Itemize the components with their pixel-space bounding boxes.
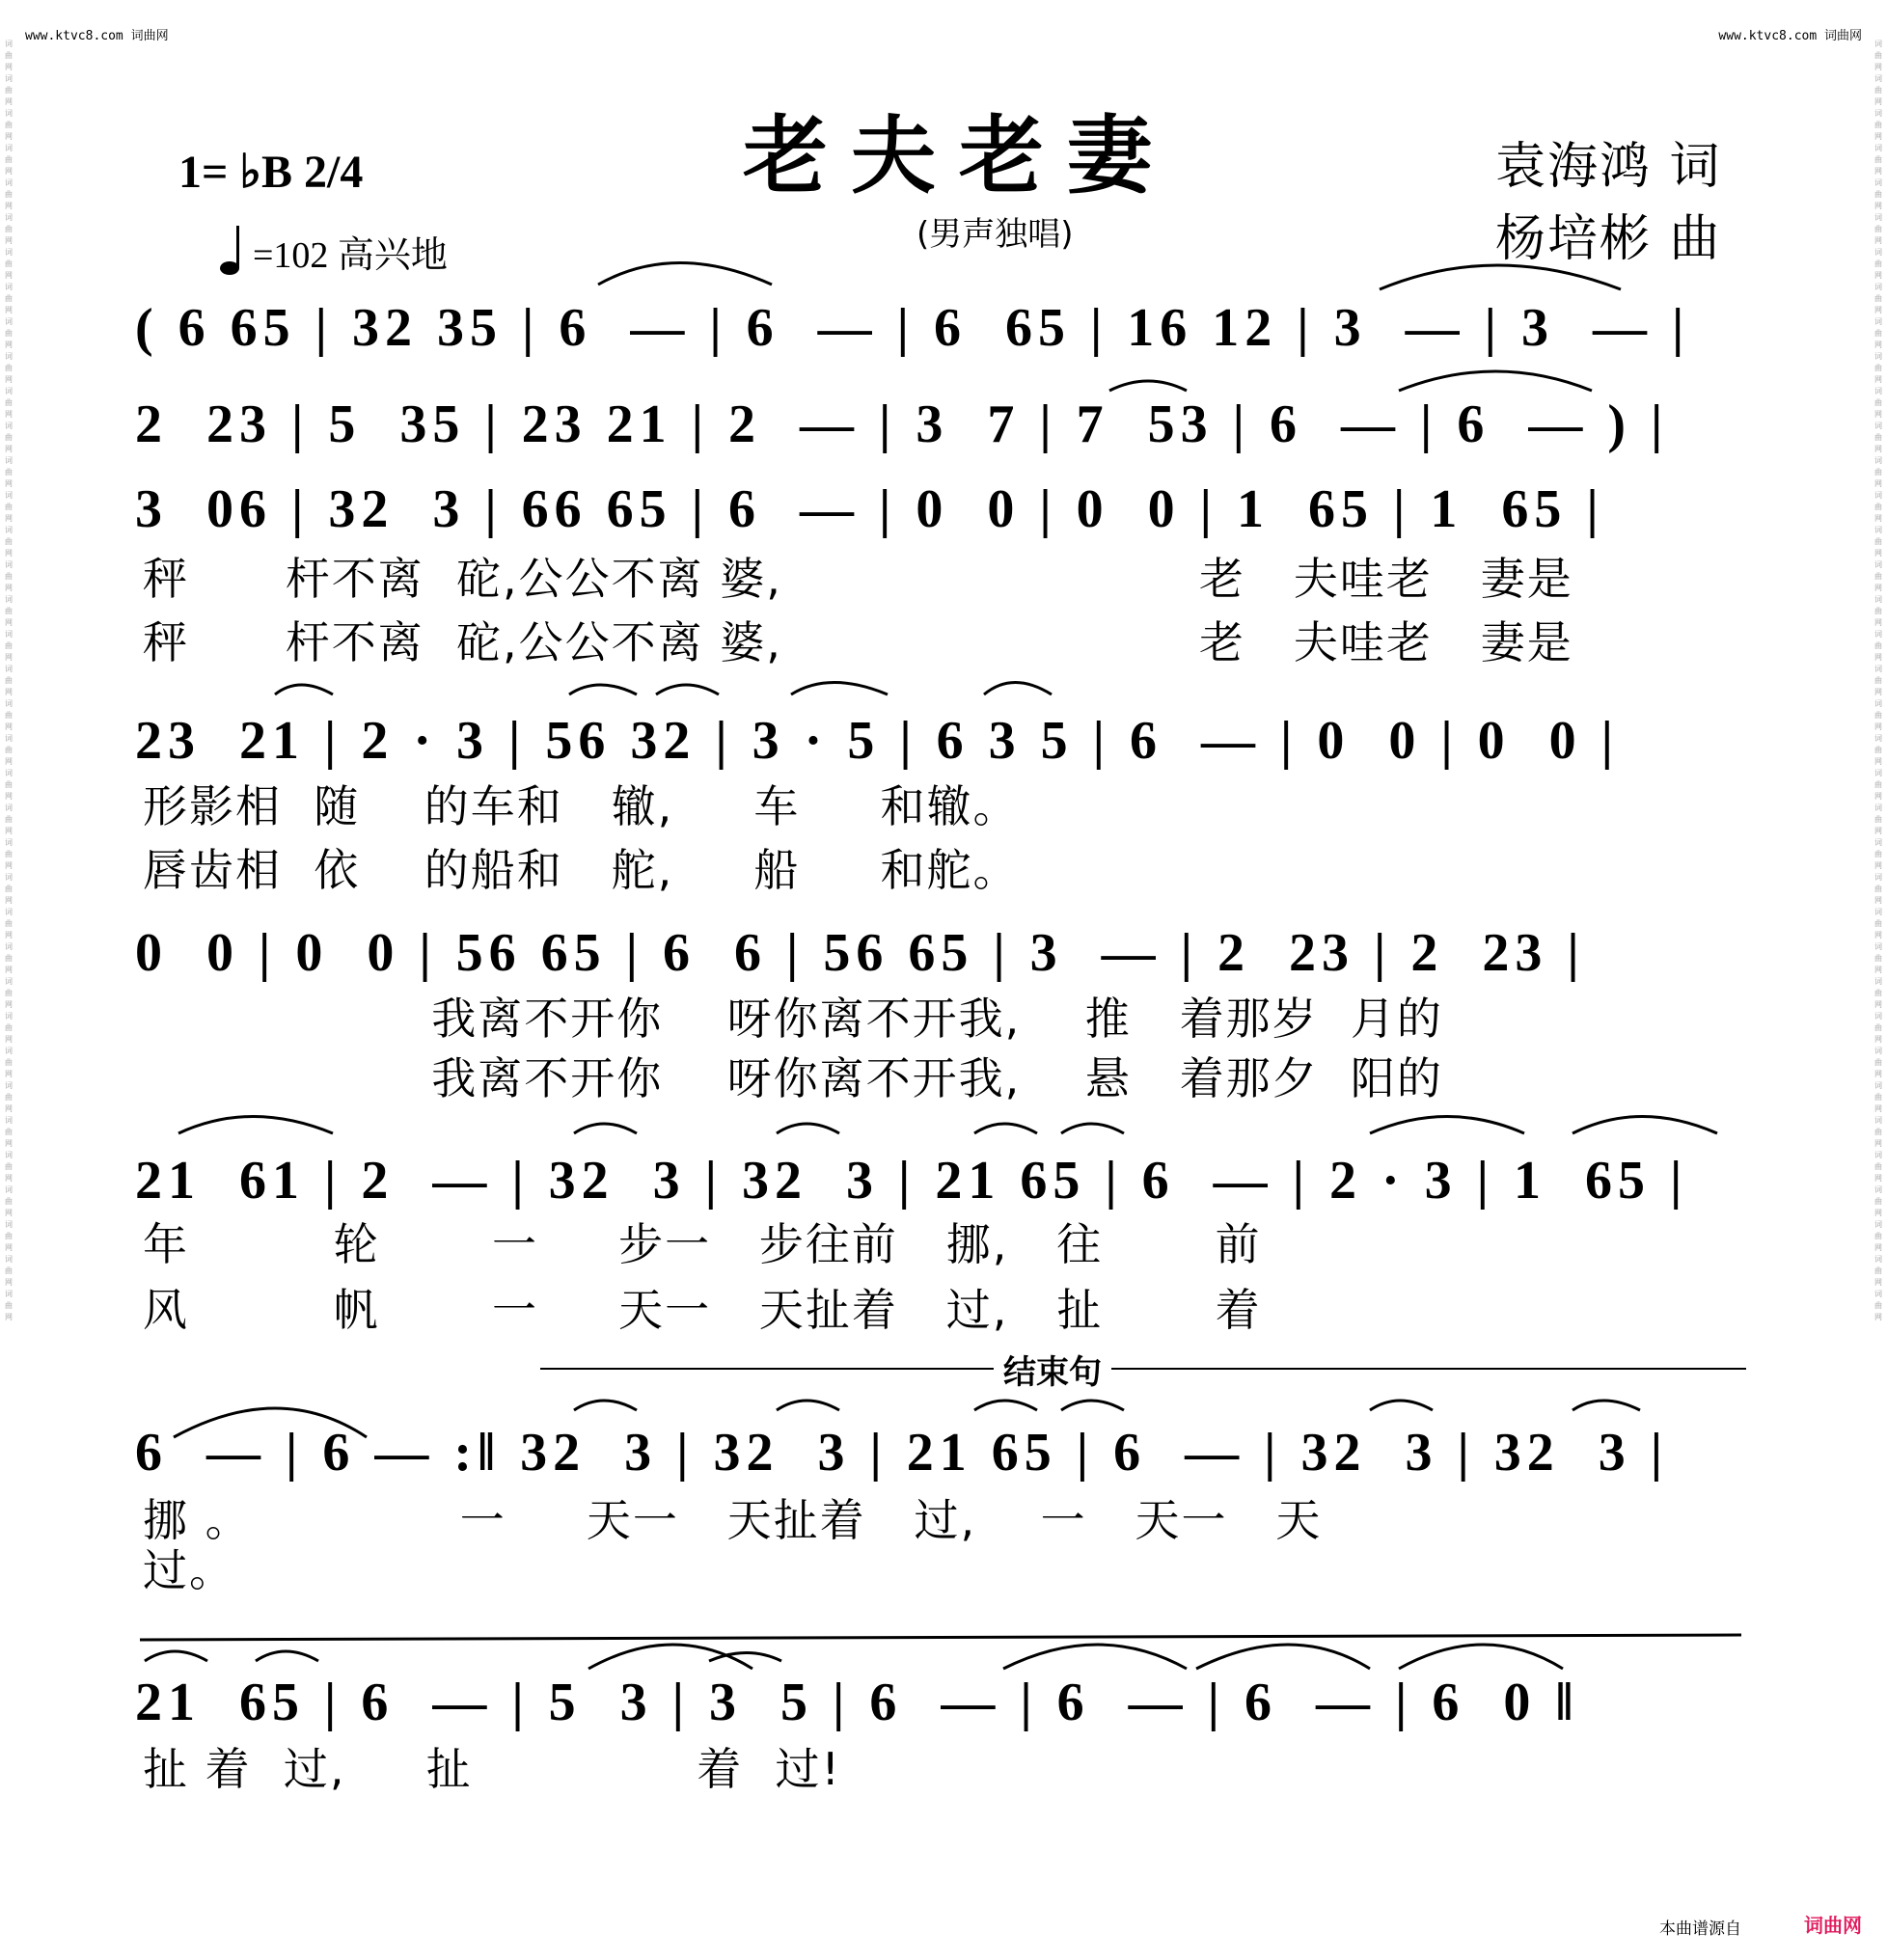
slur bbox=[256, 1651, 318, 1661]
tempo-text: =102 高兴地 bbox=[253, 234, 448, 276]
lyric-line-5: 我离不开你 呀你离不开我, 推 着那岁 月的 bbox=[143, 993, 1443, 1045]
music-line-6: 21 61 | 2 — | 32 3 | 32 3 | 21 65 | 6 — | 2 · 3 | 1 65 | bbox=[135, 1151, 1688, 1211]
slur bbox=[1061, 1124, 1124, 1133]
lyric-line-7: 年 轮 一 步一 步往前 挪, 往 前 bbox=[143, 1218, 1262, 1270]
slur bbox=[140, 1635, 1741, 1640]
music-line-5: 0 0 | 0 0 | 56 65 | 6 6 | 56 65 | 3 — | 2 23 | 2 23 | bbox=[135, 923, 1585, 983]
footer-source: 本曲谱源自 bbox=[1659, 1919, 1741, 1939]
lyric-line-2: 秤 杆不离 砣,公公不离 婆, 老 夫哇老 妻是 bbox=[143, 616, 1573, 668]
footer-site-link[interactable]: 词曲网 bbox=[1804, 1914, 1862, 1937]
tempo-marking bbox=[220, 224, 448, 278]
lyricist-credit: 袁海鸿 词 bbox=[1495, 138, 1722, 196]
slur bbox=[569, 685, 637, 694]
lyric-line-1: 秤 杆不离 砣,公公不离 婆, 老 夫哇老 妻是 bbox=[143, 553, 1573, 605]
lyric-line-4: 唇齿相 依 的船和 舵, 船 和舵。 bbox=[143, 844, 1020, 896]
lyric-line-10: 过。 bbox=[143, 1544, 235, 1596]
slur bbox=[1572, 1401, 1640, 1410]
key-signature: 1= ♭B 2/4 bbox=[178, 147, 364, 198]
slur bbox=[598, 263, 772, 286]
slur bbox=[974, 1124, 1037, 1133]
music-line-8: 21 65 | 6 — | 5 3 | 3 5 | 6 — | 6 — | 6 — | 6 0 ‖ bbox=[135, 1673, 1579, 1732]
slur bbox=[984, 683, 1052, 695]
song-title: 老夫老妻 bbox=[743, 106, 1176, 205]
music-line-1: ( 6 65 | 32 35 | 6 — | 6 — | 6 65 | 16 12 | 3 — | 3 — | bbox=[135, 298, 1690, 358]
lyric-line-6: 我离不开你 呀你离不开我, 悬 着那夕 阳的 bbox=[143, 1052, 1443, 1104]
slur bbox=[974, 1401, 1037, 1410]
slur bbox=[656, 685, 719, 694]
slur bbox=[145, 1651, 207, 1661]
slur bbox=[709, 1653, 781, 1662]
music-line-7: 6 — | 6 — :‖ 32 3 | 32 3 | 21 65 | 6 — | 32 3 | 32 3 | bbox=[135, 1423, 1669, 1483]
slur bbox=[1572, 1117, 1717, 1134]
music-line-2: 2 23 | 5 35 | 23 21 | 2 — | 3 7 | 7 53 | 6 — | 6 — ) | bbox=[135, 395, 1669, 454]
song-subtitle: (男声独唱) bbox=[916, 215, 1074, 254]
lyric-line-11: 扯 着 过, 扯 着 过! bbox=[143, 1743, 841, 1795]
slur bbox=[1370, 1117, 1524, 1134]
slur bbox=[777, 1124, 839, 1133]
lyric-line-8: 风 帆 一 天一 天扯着 过, 扯 着 bbox=[143, 1284, 1262, 1336]
slur bbox=[1370, 1401, 1433, 1410]
watermark-right: www.ktvc8.com 词曲网 bbox=[1718, 29, 1862, 43]
watermark-left: www.ktvc8.com 词曲网 bbox=[25, 29, 169, 43]
music-line-3: 3 06 | 32 3 | 66 65 | 6 — | 0 0 | 0 0 | 1 65 | 1 65 | bbox=[135, 479, 1604, 539]
slur bbox=[791, 683, 888, 695]
quarter-note-icon bbox=[220, 224, 245, 278]
slur bbox=[178, 1117, 333, 1134]
slur bbox=[574, 1401, 637, 1410]
coda-label: 结束句 bbox=[994, 1346, 1111, 1393]
slur bbox=[275, 685, 333, 694]
watermark-strip-left: 词曲网词曲网词曲网词曲网词曲网词曲网词曲网词曲网词曲网词曲网词曲网词曲网词曲网词曲网词曲网词曲网词曲网词曲网词曲网词曲网词曲网词曲网词曲网词曲网词曲网词曲网词曲网词曲网词曲网词曲网词曲网词曲网词曲网词曲网词曲网词曲网词曲网 bbox=[5, 40, 13, 1321]
coda-rule bbox=[540, 1368, 1746, 1370]
slur bbox=[574, 1124, 637, 1133]
watermark-strip-right: 词曲网词曲网词曲网词曲网词曲网词曲网词曲网词曲网词曲网词曲网词曲网词曲网词曲网词曲网词曲网词曲网词曲网词曲网词曲网词曲网词曲网词曲网词曲网词曲网词曲网词曲网词曲网词曲网词曲网词曲网词曲网词曲网词曲网词曲网词曲网词曲网词曲网 bbox=[1874, 40, 1882, 1321]
slur bbox=[777, 1401, 839, 1410]
lyric-line-3: 形影相 随 的车和 辙, 车 和辙。 bbox=[143, 780, 1020, 832]
lyric-line-9: 挪 。 一 天一 天扯着 过, 一 天一 天 bbox=[143, 1494, 1323, 1546]
music-line-4: 23 21 | 2 · 3 | 56 32 | 3 · 5 | 6 3 5 | 6 — | 0 0 | 0 0 | bbox=[135, 711, 1620, 771]
composer-credit: 杨培彬 曲 bbox=[1495, 210, 1722, 268]
slur bbox=[1061, 1401, 1124, 1410]
